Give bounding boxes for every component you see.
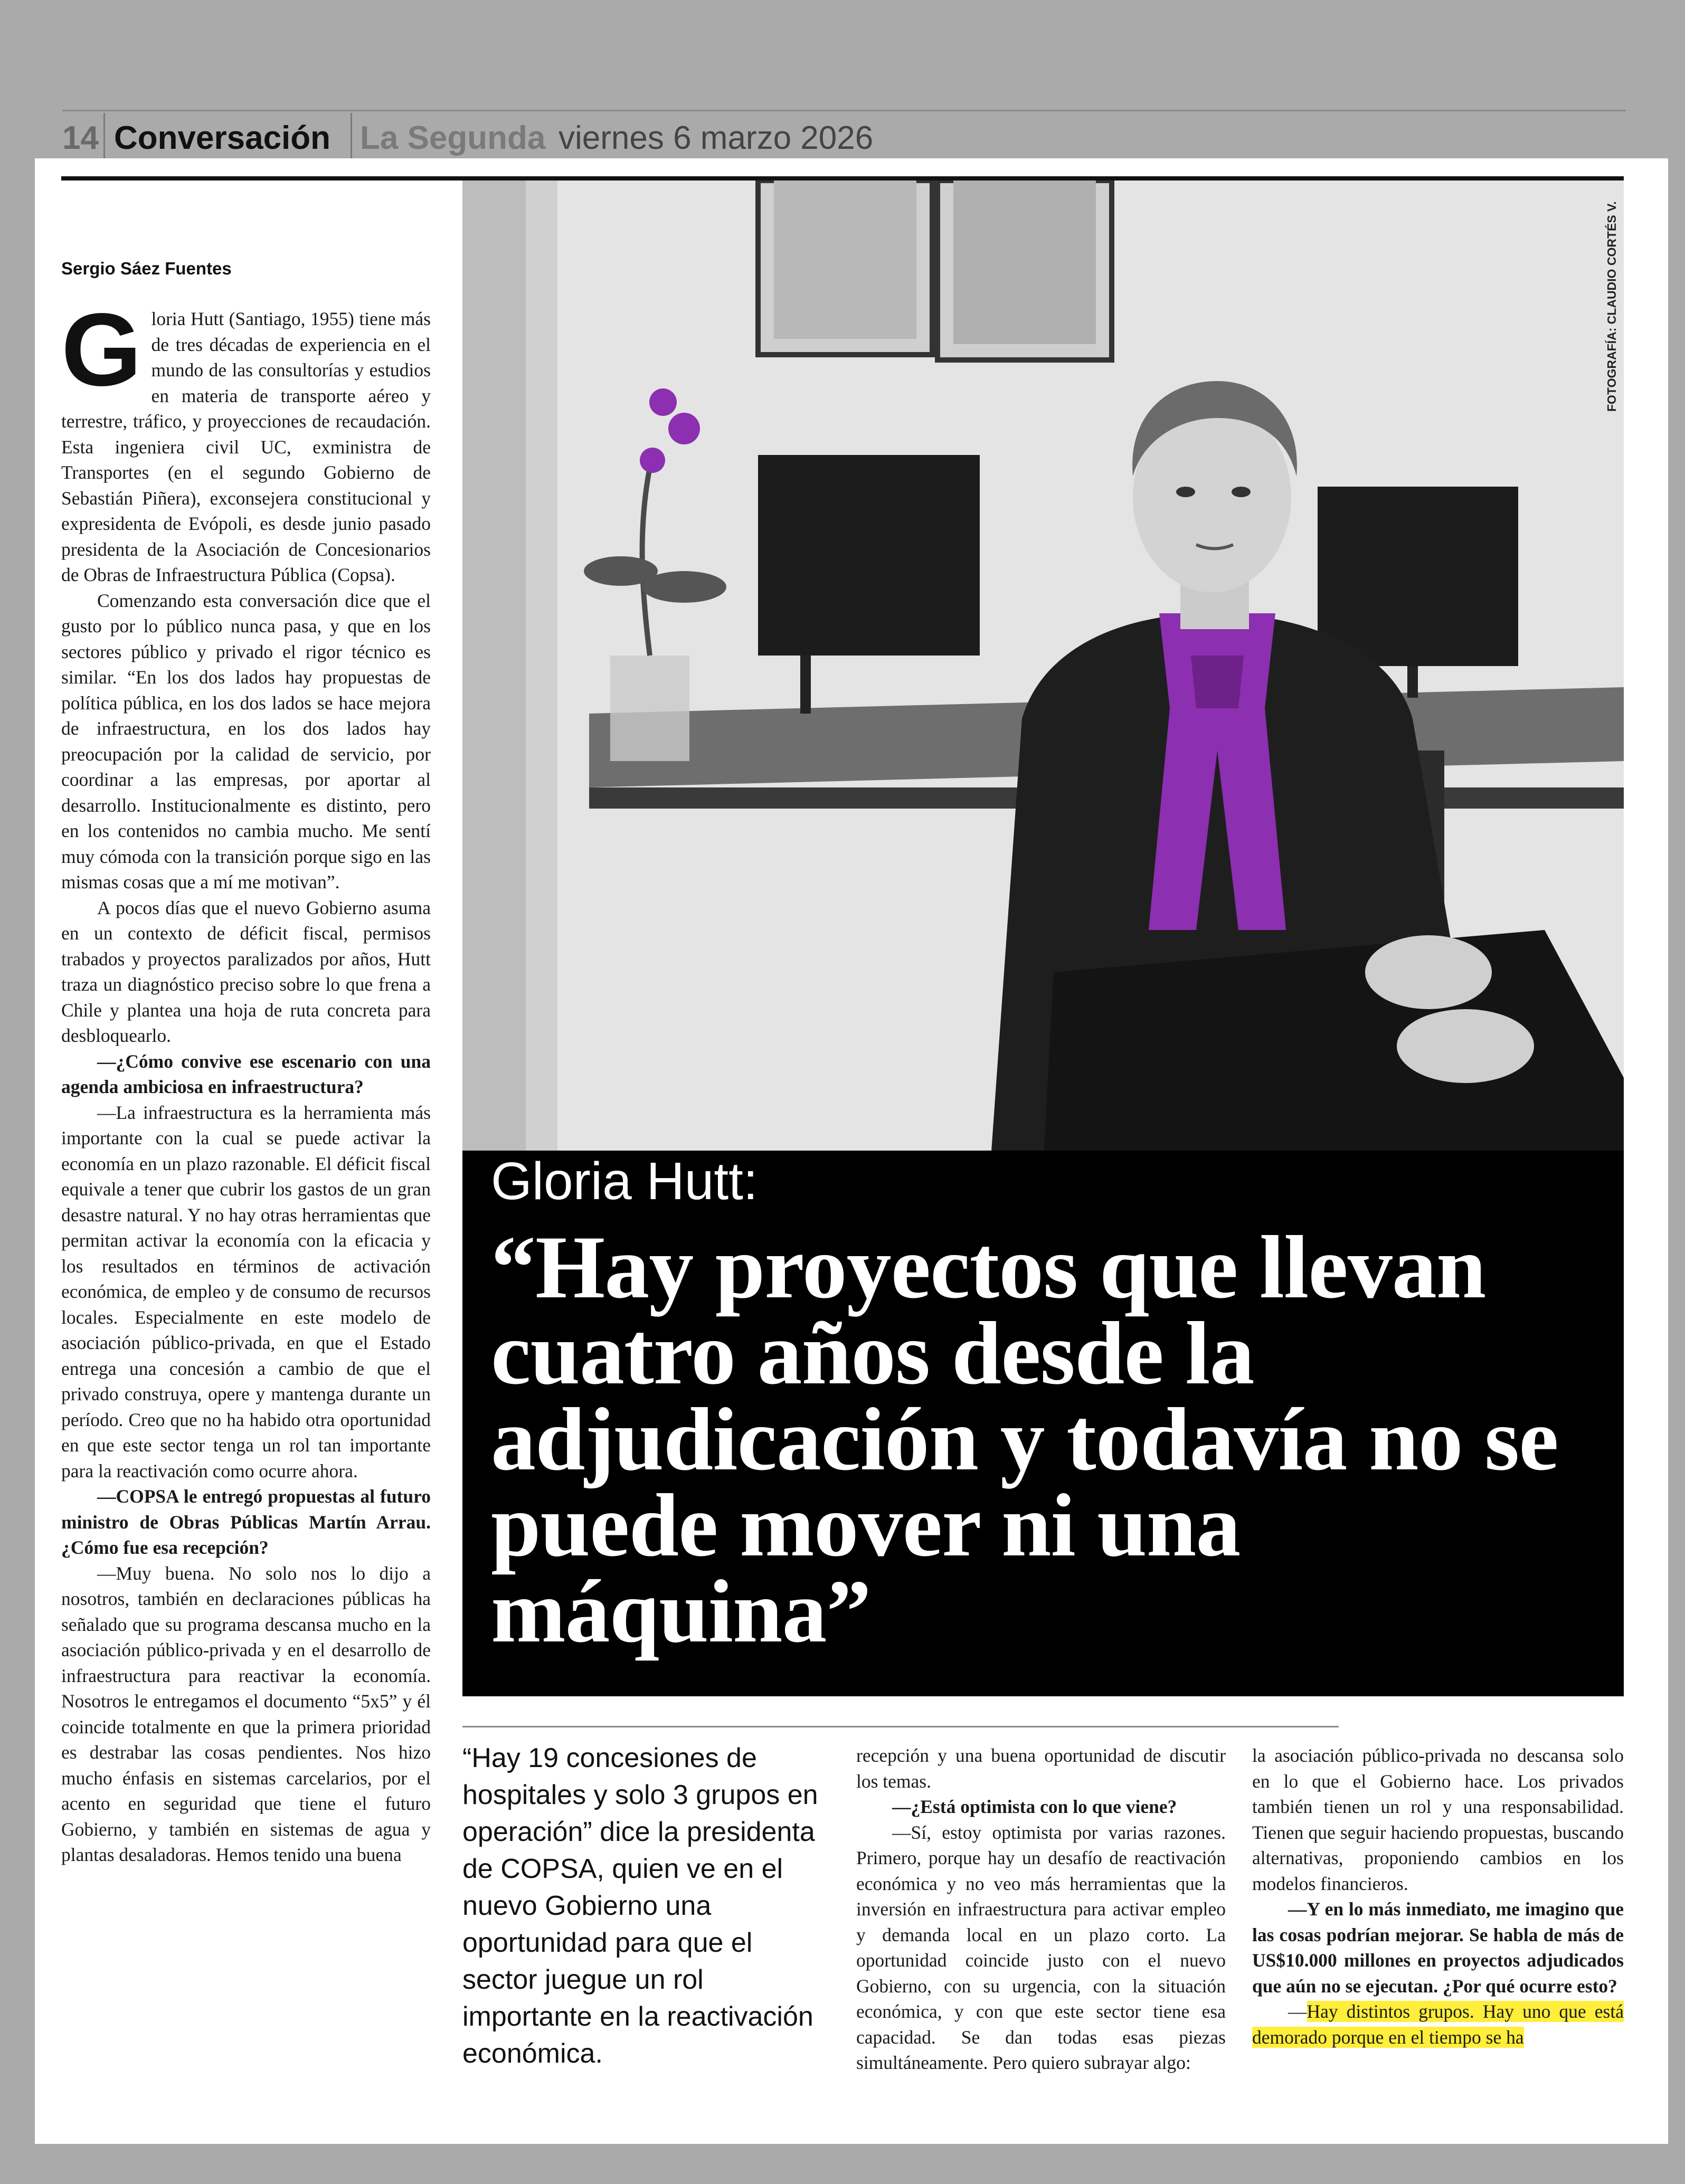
photo-credit: FOTOGRAFÍA: CLAUDIO CORTÉS V.: [1605, 201, 1618, 412]
headline: “Hay proyectos que llevan cuatro años desde la adjudicación y todavía no se puede mover ni una máquina”: [491, 1218, 1558, 1661]
byline: Sergio Sáez Fuentes: [61, 259, 232, 278]
interview-question: —¿Está optimista con lo que viene?: [892, 1796, 1177, 1817]
pull-quote-rule: [462, 1726, 1339, 1727]
headline-kicker: Gloria Hutt:: [491, 1152, 758, 1211]
body-paragraph: recepción y una buena oportunidad de discutir los temas.: [856, 1745, 1226, 1792]
article-column-3: [856, 1743, 1226, 2107]
body-paragraph: Comenzando esta conversación dice que el gusto por lo público nunca pasa, y que en los sectores público y privado el rigor técnico es similar. “En los dos lados hay propuestas de política pública, en los dos lados se hace mejora de infraestructura, en los dos lados hay preocupación por la calidad de servicio, por coordinar a las empresas, por aportar al desarrollo. Institucionalmente es distinto, pero en los contenidos no cambia mucho. Me sentí muy cómoda con la transición porque sigo en las mismas cosas que a mí me motivan”.: [61, 590, 431, 892]
highlighted-text: Hay distintos grupos. Hay uno que está demorado porque en el tiempo se ha: [1252, 2001, 1624, 2048]
article-column-1: [61, 306, 431, 2095]
portrait-photo: [462, 181, 1624, 1166]
publication-name: La Segunda: [360, 120, 546, 156]
body-paragraph: A pocos días que el nuevo Gobierno asuma en un contexto de déficit fiscal, permisos trabados y proyectos paralizados por años, Hutt traza un diagnóstico preciso sobre lo que frena a Chile y plantea una hoja de ruta concreta para desbloquearlo.: [61, 897, 431, 1046]
interview-answer: —Sí, estoy optimista por varias razones. Primero, porque hay un desafío de reactivación económica y no veo más herramientas que la inversión en infraestructura para activar empleo y demanda local en un plazo corto. La oportunidad coincide justo con el nuevo Gobierno, con su urgencia, con la situación económica, y con que este sector tiene esa capacidad. Se dan todas esas piezas simultáneamente. Pero quiero subrayar algo:: [856, 1821, 1226, 2073]
interview-question: —Y en lo más inmediato, me imagino que las cosas podrían mejorar. Se habla de más de US$10.000 millones en proyectos adjudicados que aún no se ejecutan. ¿Por qué ocurre esto?: [1252, 1898, 1624, 1997]
header-rule: [62, 110, 1626, 111]
article-column-4: [1252, 1743, 1624, 2107]
body-paragraph: la asociación público-privada no descansa solo en lo que el Gobierno hace. Los privados también tienen un rol y una responsabilidad. Tienen que seguir haciendo propuestas, buscando alternativas, proponiendo cambios en los modelos financieros.: [1252, 1745, 1624, 1894]
interview-question: —COPSA le entregó propuestas al futuro ministro de Obras Públicas Martín Arrau. ¿Cómo fue esa recepción?: [61, 1486, 431, 1558]
interview-answer: —Hay distintos grupos. Hay uno que está demorado porque en el tiempo se ha: [1252, 2001, 1624, 2048]
pull-quote: “Hay 19 concesiones de hospitales y solo 3 grupos en operación” dice la presidenta de COPSA, quien ve en el nuevo Gobierno una oportunidad para que el sector juegue un rol importante en la reactivación económica.: [462, 1743, 818, 2069]
section-name: Conversación: [114, 120, 331, 156]
intro-paragraph: Gloria Hutt (Santiago, 1955) tiene más de tres décadas de experiencia en el mundo de las consultorías y estudios en materia de transporte aéreo y terrestre, tráfico, y proyecciones de recaudación. Esta ingeniera civil UC, exministra de Transportes (en el segundo Gobierno de Sebastián Piñera), exconsejera constitucional y expresidenta de Evópoli, es desde junio pasado presidenta de la Asociación de Concesionarios de Obras de Infraestructura Pública (Copsa).: [61, 306, 431, 585]
publication-date: viernes 6 marzo 2026: [558, 120, 874, 156]
page-number: 14: [62, 120, 99, 156]
header-divider: [351, 113, 352, 158]
interview-answer: —Muy buena. No solo nos lo dijo a nosotros, también en declaraciones públicas ha señalado que su programa descansa mucho en la asociación público-privada y en el desarrollo de infraestructura para reactivar la economía. Nosotros le entregamos el documento “5x5” y él coincide totalmente en que la primera prioridad es destrabar las cosas pendientes. Nos hizo mucho énfasis en sistemas carcelarios, por el acento en seguridad que tiene el futuro Gobierno, y también en sistemas de agua y plantas desaladoras. Hemos tenido una buena: [61, 1562, 431, 1865]
drop-cap: G: [61, 306, 142, 407]
interview-question: —¿Cómo convive ese escenario con una agenda ambiciosa en infraestructura?: [61, 1050, 431, 1097]
interview-answer: —La infraestructura es la herramienta más importante con la cual se puede activar la economía en un plazo razonable. El déficit fiscal equivale a tener que cubrir los gastos de un gran desastre natural. Y no hay otras herramientas que permitan activar la economía con la eficacia y los resultados en términos de activación económica, de empleo y de consumo de recursos locales. Especialmente en este modelo de asociación público-privada, en que el Estado entrega una concesión a cambio de que el privado construya, opere y mantenga durante un período. Creo que no ha habido otra oportunidad en que este sector tenga un rol tan importante para la reactivación como ocurre ahora.: [61, 1102, 431, 1482]
header-divider: [103, 113, 105, 158]
top-rule: [61, 176, 1624, 181]
